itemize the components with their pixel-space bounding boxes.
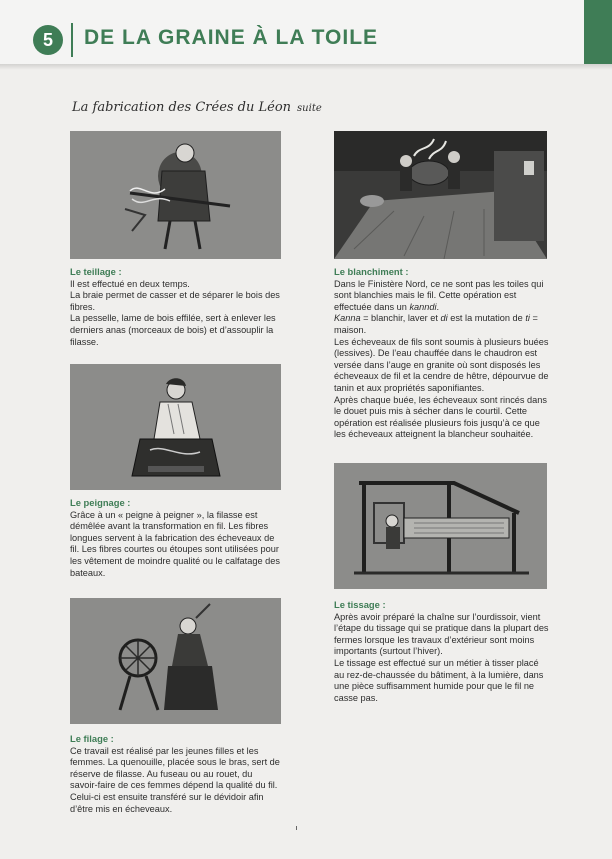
- blanchiment-illustration-icon: [334, 131, 547, 259]
- blanchiment-term-kanna: Kanna: [334, 313, 361, 324]
- blanchiment-p1-end: .: [436, 301, 440, 312]
- tissage-section: [334, 599, 550, 704]
- filage-illustration-icon: [70, 598, 281, 724]
- blanchiment-term-di: di: [440, 313, 448, 324]
- section-title-suffix: suite: [297, 103, 322, 114]
- blanchiment-term-kanndi: kanndi: [409, 301, 437, 312]
- blanchiment-p1-text: Dans le Finistère Nord, ce ne sont pas les toiles qui sont blanchies mais le fil. Cette opération est effectuée dans un: [334, 278, 544, 312]
- teillage-section: [70, 266, 282, 348]
- blanchiment-p2-text-c: = maison.: [334, 313, 538, 335]
- filage-heading: Le filage :: [70, 733, 114, 744]
- tissage-heading: Le tissage :: [334, 599, 386, 610]
- chapter-title: DE LA GRAINE À LA TOILE: [84, 26, 379, 49]
- teillage-heading: Le teillage :: [70, 266, 122, 277]
- blanchiment-paragraph-3: Les écheveaux de fils sont soumis à plusieurs buées (lessives). De l’eau chauffée dans le chaudron est versée dans l’auge en granite où sont disposés les écheveaux de fil et la cendre de hêtre, dépourvue de tanin et aux propriétés saponifiantes.: [334, 336, 549, 393]
- chapter-number-badge: 5: [33, 25, 63, 55]
- peignage-paragraph-1: Grâce à un « peigne à peigner », la filasse est démêlée avant la transformation en fil. Les fibres longues servent à la fabrication des écheveaux de fil. Les fibres courtes ou étoupes sont utilisées pour les vêtement de moindre qualité ou le calfatage des bateaux.: [70, 509, 280, 578]
- page-mark: [296, 826, 297, 830]
- peignage-heading: Le peignage :: [70, 497, 131, 508]
- teillage-illustration-icon: [70, 131, 281, 259]
- blanchiment-section: [334, 266, 550, 441]
- blanchiment-p2-text-b: est la mutation de: [447, 313, 526, 324]
- teillage-paragraph-2: La braie permet de casser et de séparer le bois des fibres.: [70, 290, 280, 312]
- peignage-illustration-icon: [70, 364, 281, 490]
- teillage-paragraph-1: Il est effectué en deux temps.: [70, 278, 190, 289]
- tissage-illustration-icon: [334, 463, 547, 589]
- blanchiment-paragraph-2: [334, 313, 550, 336]
- tissage-paragraph-1: Après avoir préparé la chaîne sur l’ourdissoir, vient l’étape du tissage qui se pratique dans la plupart des fermes lorsque les travaux d’extérieur sont moins importants (surtout l’hiver).: [334, 611, 549, 657]
- filage-paragraph-1: Ce travail est réalisé par les jeunes filles et les femmes. La quenouille, placée sous le bras, sert de réserve de filasse. Au fuseau ou au rouet, du savoir-faire de ces femmes dépend la qualité du fil. Celui-ci est ensuite transféré sur le dévidoir afin d’être mis en écheveaux.: [70, 745, 280, 814]
- filage-section: [70, 733, 282, 815]
- blanchiment-p2-text-a: = blanchir, laver et: [360, 313, 441, 324]
- teillage-paragraph-3: La pesselle, lame de bois effilée, sert à enlever les derniers anas (morceaux de bois) et d’assouplir la filasse.: [70, 313, 276, 347]
- blanchiment-paragraph-1: [334, 279, 550, 314]
- header-shadow: [0, 64, 612, 70]
- header-corner-tab: [584, 0, 612, 64]
- section-title-text: La fabrication des Crées du Léon: [72, 100, 292, 115]
- section-title: [72, 100, 322, 115]
- blanchiment-term-ti: ti: [525, 313, 530, 324]
- blanchiment-heading: Le blanchiment :: [334, 266, 409, 277]
- tissage-paragraph-2: Le tissage est effectué sur un métier à tisser placé au rez-de-chaussée du bâtiment, à la lumière, dans une pièce suffisamment humide pour que le fil ne casse pas.: [334, 657, 544, 703]
- page-header: [0, 0, 612, 66]
- header-divider: [71, 23, 73, 57]
- peignage-section: [70, 497, 282, 579]
- blanchiment-paragraph-4: Après chaque buée, les écheveaux sont rincés dans le douet puis mis à sécher dans le courtil. Cette opération est réalisée plusieurs fois jusqu’à ce que les écheveaux atteignent la blancheur souhaitée.: [334, 394, 547, 440]
